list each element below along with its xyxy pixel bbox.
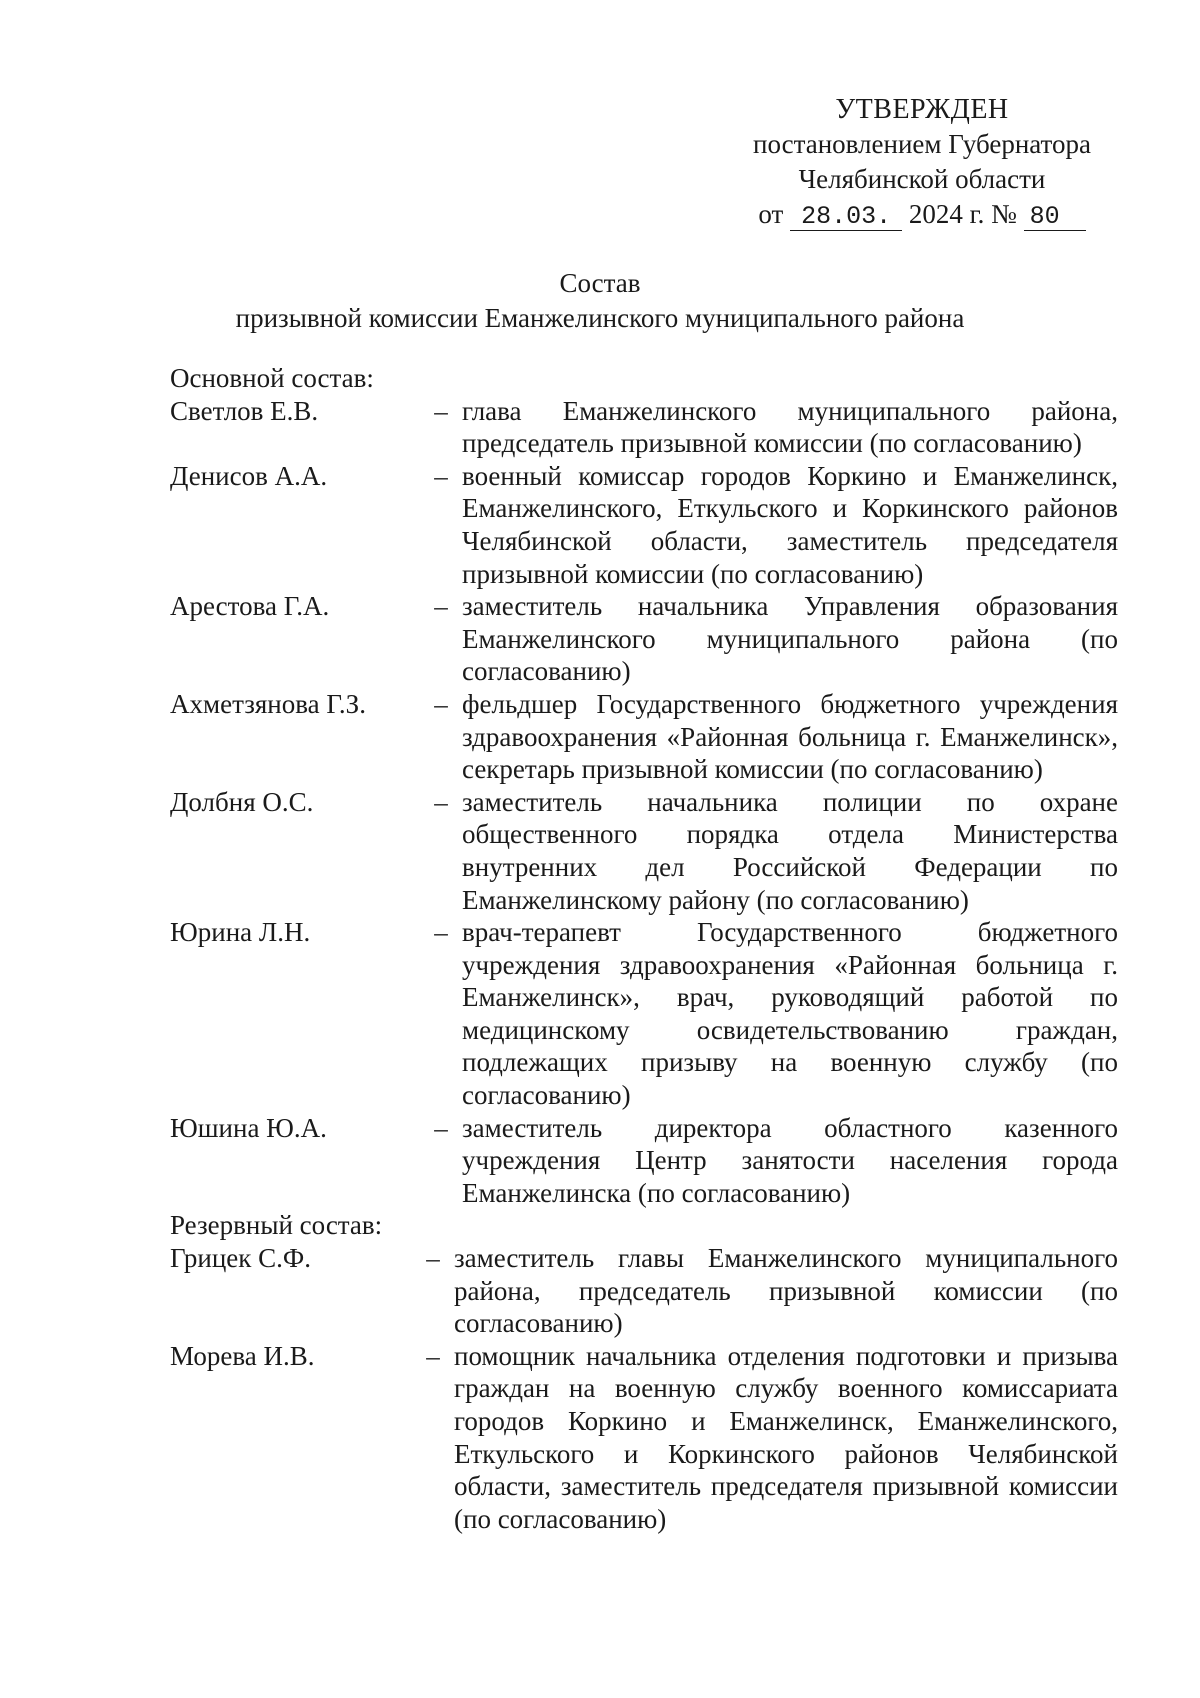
member-row — [170, 395, 1118, 460]
member-name: Грицек С.Ф. — [170, 1243, 311, 1274]
approval-block — [732, 92, 1112, 232]
reserve-member-row — [170, 1340, 1118, 1536]
member-row — [170, 460, 1118, 590]
decree-year: 2024 г. № — [908, 199, 1017, 229]
reserve-composition-label: Резервный состав: — [170, 1210, 383, 1241]
approval-line-1: постановлением Губернатора — [753, 129, 1091, 159]
member-dash: – — [434, 688, 448, 719]
member-name: Ахметзянова Г.З. — [170, 688, 366, 719]
reserve-member-row — [170, 1242, 1118, 1340]
member-name: Юрина Л.Н. — [170, 917, 311, 948]
member-name: Светлов Е.В. — [170, 395, 319, 426]
title-line-2: призывной комиссии Еманжелинского муниципального района — [235, 303, 965, 333]
approval-date-line — [732, 197, 1112, 232]
approval-heading: УТВЕРЖДЕН — [835, 94, 1009, 125]
decree-date: 28.03. — [790, 204, 902, 231]
member-description: заместитель директора областного казенного учреждения Центр занятости населения города Еманжелинска (по согласованию) — [462, 1112, 1118, 1208]
member-name: Долбня О.С. — [170, 786, 314, 817]
document-title — [0, 266, 1200, 336]
member-description: заместитель начальника Управления образования Еманжелинского муниципального района (по согласованию) — [462, 591, 1118, 687]
member-description: глава Еманжелинского муниципального района, председатель призывной комиссии (по согласованию) — [462, 395, 1118, 459]
member-dash: – — [434, 395, 448, 426]
member-row — [170, 786, 1118, 916]
member-dash: – — [426, 1243, 440, 1274]
member-dash: – — [434, 917, 448, 948]
title-line-1: Состав — [559, 268, 641, 298]
approval-line-2: Челябинской области — [798, 164, 1046, 194]
member-name: Юшина Ю.А. — [170, 1112, 327, 1143]
member-dash: – — [434, 786, 448, 817]
member-dash: – — [434, 1112, 448, 1143]
member-row — [170, 916, 1118, 1112]
commission-composition — [170, 362, 1118, 1535]
member-dash: – — [434, 591, 448, 622]
member-row — [170, 688, 1118, 786]
date-prefix: от — [758, 199, 784, 229]
member-dash: – — [426, 1340, 440, 1371]
member-name: Морева И.В. — [170, 1340, 315, 1371]
main-composition-label: Основной состав: — [170, 363, 374, 393]
member-description: помощник начальника отделения подготовки и призыва граждан на военную службу военного комиссариата городов Коркино и Еманжелинск, Еманжелинского, Еткульского и Коркинского районов Челябинской области, заместитель председателя призывной комиссии (по согласованию) — [454, 1340, 1118, 1534]
member-description: заместитель начальника полиции по охране общественного порядка отдела Министерства внутренних дел Российской Федерации по Еманжелинскому району (по согласованию) — [462, 786, 1118, 915]
member-name: Денисов А.А. — [170, 460, 328, 491]
member-row — [170, 1112, 1118, 1210]
member-description: врач-терапевт Государственного бюджетного учреждения здравоохранения «Районная больница г. Еманжелинск», врач, руководящий работой по медицинскому освидетельствованию граждан, подлежащих призыву на военную службу (по согласованию) — [462, 917, 1118, 1111]
decree-number: 80 — [1024, 204, 1086, 231]
member-description: военный комиссар городов Коркино и Еманжелинск, Еманжелинского, Еткульского и Коркинского районов Челябинской области, заместитель председателя призывной комиссии (по согласованию) — [462, 460, 1118, 589]
member-name: Арестова Г.А. — [170, 591, 330, 622]
member-row — [170, 590, 1118, 688]
member-description: фельдшер Государственного бюджетного учреждения здравоохранения «Районная больница г. Еманжелинск», секретарь призывной комиссии (по согласованию) — [462, 688, 1118, 785]
member-description: заместитель главы Еманжелинского муниципального района, председатель призывной комиссии (по согласованию) — [454, 1243, 1118, 1339]
member-dash: – — [434, 460, 448, 491]
